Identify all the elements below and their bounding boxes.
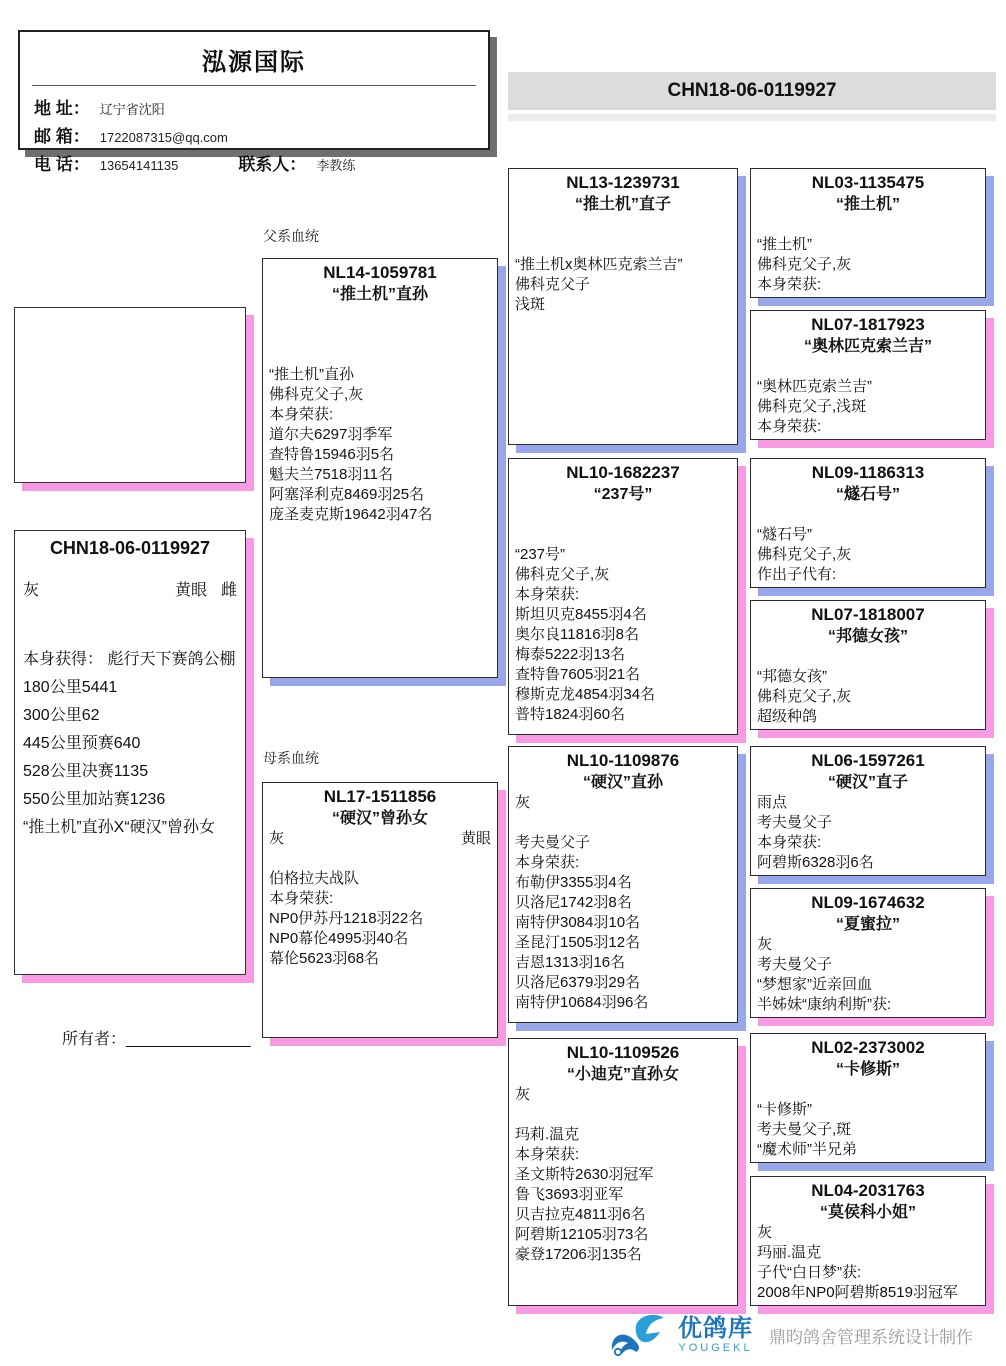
text-line <box>757 647 979 667</box>
box-name: “小迪克”直孙女 <box>566 1066 679 1083</box>
text-line: 佛科克父子,灰 <box>515 566 610 583</box>
email-label: 邮 箱： <box>34 127 90 146</box>
box-lines <box>757 647 979 727</box>
text-line: 考夫曼父子,斑 <box>757 1121 852 1138</box>
text-line: “推土机”直孙X“硬汉”曾孙女 <box>23 819 215 836</box>
text-line: 贝吉拉克4811羽6名 <box>515 1206 646 1223</box>
text-line: 本身荣获: <box>515 1146 580 1163</box>
brand-name: 优鸽库 <box>678 1314 753 1342</box>
address-value: 辽宁省沈阳 <box>99 102 165 117</box>
box-ring: NL10-1109526 <box>566 1043 680 1062</box>
text-line: 550公里加站赛1236 <box>23 791 166 808</box>
box-name: “推土机”直孙 <box>331 286 428 303</box>
box-ring: NL06-1597261 <box>811 751 925 770</box>
footer <box>608 1308 973 1362</box>
box-ring: NL04-2031763 <box>811 1181 925 1200</box>
ring-banner-underbar <box>508 114 996 121</box>
text-line: 斯坦贝克8455羽4名 <box>515 606 647 623</box>
box-name: “莫侯科小姐” <box>819 1204 916 1221</box>
box-name: “奥林匹克索兰吉” <box>803 338 932 355</box>
subject-sex: 雌 <box>220 582 237 599</box>
text-line <box>515 235 731 255</box>
box-ring: NL17-1511856 <box>323 787 437 806</box>
text-line: 南特伊3084羽10名 <box>515 914 641 931</box>
text-line: 灰 <box>757 936 773 953</box>
text-line: 子代“白日梦”获: <box>757 1264 862 1281</box>
pedigree-box-mother <box>262 782 498 1038</box>
paternal-bloodline-label: 父系血统 <box>263 228 319 244</box>
text-line: 灰 <box>757 1224 773 1241</box>
text-line: 佛科克父子,灰 <box>757 256 852 273</box>
text-line: 本身荣获: <box>515 854 580 871</box>
footer-credit: 鼎昀鸽舍管理系统设计制作 <box>769 1327 973 1347</box>
box-name: “夏蜜拉” <box>835 916 900 933</box>
text-line: 庞圣麦克斯19642羽47名 <box>269 506 433 523</box>
text-line <box>757 357 979 377</box>
pedigree-box-ggp8 <box>750 1176 986 1306</box>
box-lines <box>757 793 979 873</box>
text-line: 浅斑 <box>515 296 546 313</box>
box-lines <box>757 935 979 1015</box>
box-ring: NL14-1059781 <box>323 263 437 282</box>
text-line <box>757 505 979 525</box>
text-line <box>269 305 491 325</box>
pedigree-box-gp4 <box>508 1038 738 1306</box>
contact-label: 联系人： <box>238 155 307 174</box>
box-color: 灰 <box>269 830 285 847</box>
box-color: 灰 <box>515 1086 531 1103</box>
subject-color: 灰 <box>23 582 40 599</box>
maternal-bloodline-label: 母系血统 <box>263 750 319 766</box>
text-line: 布勒伊3355羽4名 <box>515 874 632 891</box>
pedigree-box-ggp3 <box>750 458 986 588</box>
subject-eye-sex <box>175 577 237 600</box>
box-name: “卡修斯” <box>835 1061 900 1078</box>
text-line: 佛科克父子,灰 <box>757 546 852 563</box>
pedigree-box-ggp6 <box>750 888 986 1018</box>
text-line: 考夫曼父子 <box>515 834 591 851</box>
subject-eye: 黄眼 <box>174 582 207 599</box>
text-line: 穆斯克龙4854羽34名 <box>515 686 656 703</box>
text-line: 奥尔良11816羽8名 <box>515 626 639 643</box>
text-line: 佛科克父子,灰 <box>757 688 852 705</box>
text-line: 本身荣获: <box>515 586 580 603</box>
text-line: 玛莉.温克 <box>515 1126 580 1143</box>
text-line: 佛科克父子,灰 <box>269 386 364 403</box>
text-line: 445公里预赛640 <box>23 735 141 752</box>
phone-value: 13654141135 <box>99 158 179 173</box>
text-line: 本身荣获: <box>757 834 822 851</box>
text-line: 梅泰5222羽13名 <box>515 646 626 663</box>
box-lines <box>757 505 979 585</box>
text-line: 幕伦5623羽68名 <box>269 950 380 967</box>
text-line: 考夫曼父子 <box>757 956 833 973</box>
subject-traits-row <box>23 577 237 600</box>
box-ring: NL03-1135475 <box>811 173 925 192</box>
text-line: 本身荣获: <box>757 276 822 293</box>
phone-row <box>34 150 474 175</box>
phone-label: 电 话： <box>34 155 90 174</box>
pedigree-box-gp2 <box>508 458 738 735</box>
text-line <box>269 849 491 869</box>
owner-blank: ______________ <box>126 1031 251 1048</box>
pedigree-box-ggp7 <box>750 1033 986 1163</box>
text-line: 道尔夫6297羽季军 <box>269 426 393 443</box>
text-line: 豪登17206羽135名 <box>515 1246 642 1263</box>
text-line: 玛丽.温克 <box>757 1244 822 1261</box>
text-line: 作出子代有: <box>757 566 837 583</box>
text-line: 吉恩1313羽16名 <box>515 954 626 971</box>
text-line: 贝洛尼6379羽29名 <box>515 974 641 991</box>
text-line: 超级种鸽 <box>757 708 818 725</box>
text-line <box>757 215 979 235</box>
text-line: 伯格拉夫战队 <box>269 870 360 887</box>
text-line: 阿塞泽利克8469羽25名 <box>269 486 425 503</box>
text-line: 阿碧斯12105羽73名 <box>515 1226 649 1243</box>
box-lines <box>269 849 491 969</box>
address-row <box>34 94 474 119</box>
text-line: “237号” <box>515 546 566 563</box>
text-line: 半姊妹“康纳利斯”获: <box>757 996 892 1013</box>
box-ring: NL09-1674632 <box>811 893 925 912</box>
box-lines <box>515 813 731 1013</box>
text-line <box>515 1105 731 1125</box>
text-line <box>515 505 731 525</box>
text-line: 本身荣获: <box>269 890 334 907</box>
pedigree-box-father <box>262 258 498 678</box>
text-line <box>757 1080 979 1100</box>
text-line: 考夫曼父子 <box>757 814 833 831</box>
text-line: 180公里5441 <box>23 679 118 696</box>
email-value: 1722087315@qq.com <box>99 130 228 145</box>
box-traits-row <box>515 1085 731 1105</box>
box-name: “237号” <box>593 486 653 503</box>
text-line: 查特鲁15946羽5名 <box>269 446 395 463</box>
text-line <box>269 325 491 345</box>
text-line: NP0幕伦4995羽40名 <box>269 930 409 947</box>
text-line: “梦想家”近亲回血 <box>757 976 872 993</box>
box-lines <box>757 357 979 437</box>
text-line: 本身荣获: <box>269 406 334 423</box>
subject-results <box>23 646 237 842</box>
pedigree-box-ggp2 <box>750 310 986 440</box>
subject-info-box <box>14 530 246 975</box>
yougeku-logo-icon <box>608 1308 672 1362</box>
text-line: “卡修斯” <box>757 1101 812 1118</box>
box-eye: 黄眼 <box>460 830 491 847</box>
pedigree-box-ggp1 <box>750 168 986 298</box>
box-lines <box>515 215 731 315</box>
pedigree-box-ggp4 <box>750 600 986 730</box>
box-lines <box>515 505 731 725</box>
text-line: 300公里62 <box>23 707 100 724</box>
text-line: 佛科克父子 <box>515 276 591 293</box>
subject-ring: CHN18-06-0119927 <box>49 538 211 558</box>
box-ring: NL07-1818007 <box>811 605 925 624</box>
text-line: 南特伊10684羽96名 <box>515 994 649 1011</box>
text-line: 阿碧斯6328羽6名 <box>757 854 874 871</box>
text-line <box>515 525 731 545</box>
box-lines <box>515 1105 731 1265</box>
box-ring: NL09-1186313 <box>811 463 925 482</box>
text-line: “推土机”直孙 <box>269 366 354 383</box>
box-color: 灰 <box>515 794 531 811</box>
box-lines <box>269 305 491 525</box>
text-line: “推土机x奥林匹克索兰吉” <box>515 256 683 273</box>
text-line: “邦德女孩” <box>757 668 827 685</box>
box-ring: NL10-1109876 <box>566 751 680 770</box>
box-name: “燧石号” <box>835 486 900 503</box>
owner-label: 所有者： <box>62 1031 127 1048</box>
box-name: “硬汉”直子 <box>827 774 908 791</box>
text-line: 魁夫兰7518羽11名 <box>269 466 393 483</box>
text-line: 圣昆汀1505羽12名 <box>515 934 641 951</box>
box-name: “推土机” <box>835 196 900 213</box>
text-line: “魔术师”半兄弟 <box>757 1141 857 1158</box>
brand-subtitle: YOUGEKL <box>678 1341 753 1354</box>
text-line <box>269 345 491 365</box>
pedigree-box-gp1 <box>508 168 738 445</box>
loft-title: 泓源国际 <box>202 49 306 76</box>
box-ring: NL13-1239731 <box>566 173 680 192</box>
box-traits-row <box>269 829 491 849</box>
text-line: 普特1824羽60名 <box>515 706 626 723</box>
box-lines <box>757 1223 979 1303</box>
box-name: “硬汉”直孙 <box>582 774 663 791</box>
text-line: 查特鲁7605羽21名 <box>515 666 641 683</box>
text-line: 鲁飞3693羽亚军 <box>515 1186 624 1203</box>
text-line: 佛科克父子,浅斑 <box>757 398 867 415</box>
text-line: 528公里决赛1135 <box>23 763 149 780</box>
text-line: 2008年NP0阿碧斯8519羽冠军 <box>757 1284 958 1301</box>
text-line: 雨点 <box>757 794 788 811</box>
box-name: “邦德女孩” <box>827 628 908 645</box>
box-ring: NL02-2373002 <box>811 1038 925 1057</box>
box-lines <box>757 1080 979 1160</box>
text-line <box>515 215 731 235</box>
ring-number-banner: CHN18-06-0119927 <box>508 72 996 110</box>
text-line: 贝洛尼1742羽8名 <box>515 894 632 911</box>
text-line: 圣文斯特2630羽冠军 <box>515 1166 654 1183</box>
subject-photo-box <box>14 307 246 483</box>
text-line <box>515 813 731 833</box>
text-line: 本身获得： 彪行天下赛鸽公棚 <box>23 651 236 668</box>
owner-line <box>62 1026 251 1049</box>
text-line: “推土机” <box>757 236 812 253</box>
brand-block <box>678 1316 753 1355</box>
address-label: 地 址： <box>34 99 90 118</box>
header-divider <box>32 85 476 86</box>
box-lines <box>757 215 979 295</box>
box-ring: NL07-1817923 <box>811 315 925 334</box>
box-ring: NL10-1682237 <box>566 463 680 482</box>
box-traits-row <box>515 793 731 813</box>
pedigree-box-gp3 <box>508 746 738 1023</box>
text-line: “奥林匹克索兰吉” <box>757 378 872 395</box>
box-name: “硬汉”曾孙女 <box>331 810 428 827</box>
box-name: “推土机”直子 <box>574 196 671 213</box>
pedigree-box-ggp5 <box>750 746 986 876</box>
email-row <box>34 122 474 147</box>
loft-header-card <box>18 30 490 174</box>
text-line: “燧石号” <box>757 526 812 543</box>
contact-value: 李教练 <box>316 158 356 173</box>
text-line: NP0伊苏丹1218羽22名 <box>269 910 424 927</box>
text-line: 本身荣获: <box>757 418 822 435</box>
